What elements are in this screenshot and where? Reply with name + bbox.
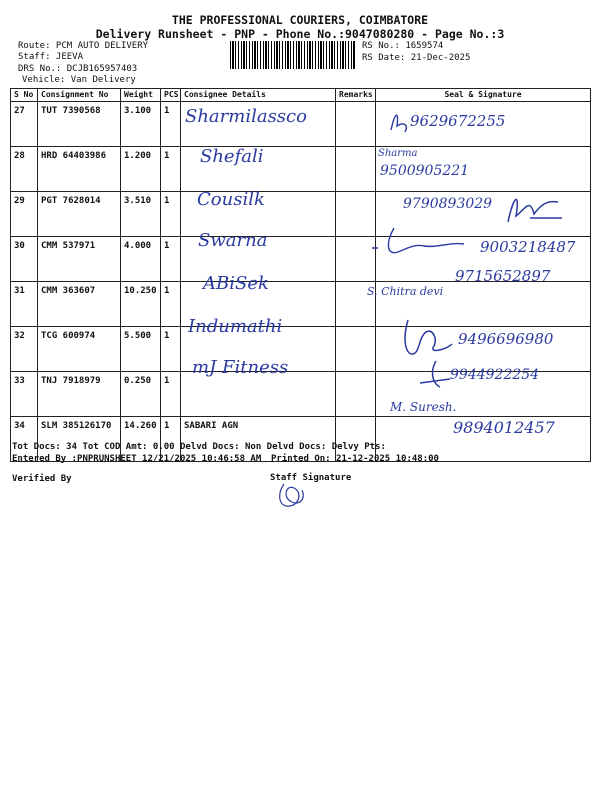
handwritten-phone: 9715652897 xyxy=(455,267,551,285)
handwritten-phone: 9496696980 xyxy=(458,330,554,348)
table-row xyxy=(11,282,591,327)
weight: 14.260 xyxy=(121,417,161,462)
pcs: 1 xyxy=(161,417,181,462)
table-row xyxy=(11,147,591,192)
handwritten-consignee: Cousilk xyxy=(197,189,265,210)
table-header-row xyxy=(11,89,591,102)
weight: 3.510 xyxy=(121,192,161,237)
consignment-no: TNJ 7918979 xyxy=(38,372,121,417)
handwritten-phone: 9894012457 xyxy=(453,418,555,437)
consignment-no: PGT 7628014 xyxy=(38,192,121,237)
col-weight: Weight xyxy=(121,89,161,102)
sno: 30 xyxy=(11,237,38,282)
handwritten-phone: 9944922254 xyxy=(450,367,540,383)
consignment-no: TUT 7390568 xyxy=(38,102,121,147)
handwritten-signer: S. Chitra devi xyxy=(367,285,444,298)
weight: 3.100 xyxy=(121,102,161,147)
handwritten-consignee: Indumathi xyxy=(188,316,283,337)
pcs: 1 xyxy=(161,327,181,372)
rs-date: RS Date: 21-Dec-2025 xyxy=(362,53,471,63)
handwritten-phone: 9790893029 xyxy=(403,196,493,212)
consignment-no: TCG 600974 xyxy=(38,327,121,372)
sno: 34 xyxy=(11,417,38,462)
sno: 33 xyxy=(11,372,38,417)
weight: 4.000 xyxy=(121,237,161,282)
weight: 1.200 xyxy=(121,147,161,192)
handwritten-consignee: Sharmilassco xyxy=(185,106,307,127)
totals-line: Tot Docs: 34 Tot COD Amt: 0.00 Delvd Docs: Non Delvd Docs: Delvy Pts: xyxy=(12,442,386,452)
remarks xyxy=(336,372,376,417)
signature-mark xyxy=(385,108,415,136)
pcs: 1 xyxy=(161,192,181,237)
remarks xyxy=(336,147,376,192)
runsheet-subtitle: Delivery Runsheet - PNP - Phone No.:9047080280 - Page No.:3 xyxy=(95,27,505,41)
printed-on: Printed On: 21-12-2025 10:48:00 xyxy=(271,454,439,464)
signature-mark xyxy=(414,357,454,393)
rs-number: RS No.: 1659574 xyxy=(362,41,444,51)
consignment-no: CMM 363607 xyxy=(38,282,121,327)
barcode xyxy=(230,41,356,69)
weight: 10.250 xyxy=(121,282,161,327)
vehicle-text: Vehicle: Van Delivery xyxy=(22,75,136,85)
sno: 31 xyxy=(11,282,38,327)
handwritten-consignee: mJ Fitness xyxy=(192,357,289,378)
entered-by: Entered By :PNPRUNSHEET 12/21/2025 10:46:58 AM xyxy=(12,454,262,464)
sno: 32 xyxy=(11,327,38,372)
consignment-no: SLM 385126170 xyxy=(38,417,121,462)
handwritten-signer: M. Suresh. xyxy=(390,400,457,414)
col-consignee: Consignee Details xyxy=(181,89,336,102)
col-consignment: Consignment No xyxy=(38,89,121,102)
company-title: THE PROFESSIONAL COURIERS, COIMBATORE xyxy=(171,13,429,27)
remarks xyxy=(336,327,376,372)
consignee-cell xyxy=(181,372,336,417)
handwritten-consignee: ABiSek xyxy=(203,273,269,294)
handwritten-consignee: Shefali xyxy=(200,146,264,167)
col-pcs: PCS xyxy=(161,89,181,102)
remarks xyxy=(336,102,376,147)
handwritten-phone: 9003218487 xyxy=(480,238,576,256)
pcs: 1 xyxy=(161,237,181,282)
col-seal: Seal & Signature xyxy=(376,89,591,102)
handwritten-signer: Sharma xyxy=(378,148,418,159)
pcs: 1 xyxy=(161,282,181,327)
drs-number: DRS No.: DCJB165957403 xyxy=(18,64,138,74)
pcs: 1 xyxy=(161,102,181,147)
consignment-no: CMM 537971 xyxy=(38,237,121,282)
col-remarks: Remarks xyxy=(336,89,376,102)
handwritten-consignee: Swarna xyxy=(198,230,268,251)
staff-signature-mark xyxy=(272,480,312,512)
pcs: 1 xyxy=(161,147,181,192)
staff-text: Staff: JEEVA xyxy=(18,52,84,62)
weight: 0.250 xyxy=(121,372,161,417)
handwritten-phone: 9500905221 xyxy=(380,163,470,179)
consignment-no: HRD 64403986 xyxy=(38,147,121,192)
sno: 29 xyxy=(11,192,38,237)
col-sno: S No xyxy=(11,89,38,102)
signature-mark xyxy=(368,222,478,262)
staff-signature-label: Staff Signature xyxy=(270,473,352,483)
sno: 27 xyxy=(11,102,38,147)
pcs: 1 xyxy=(161,372,181,417)
verified-by-label: Verified By xyxy=(12,474,72,484)
handwritten-phone: 9629672255 xyxy=(410,112,506,130)
sno: 28 xyxy=(11,147,38,192)
route-text: Route: PCM AUTO DELIVERY xyxy=(18,41,149,51)
weight: 5.500 xyxy=(121,327,161,372)
consignee-details: SABARI AGN xyxy=(181,417,336,462)
signature-mark xyxy=(398,314,458,360)
signature-mark xyxy=(500,188,570,228)
